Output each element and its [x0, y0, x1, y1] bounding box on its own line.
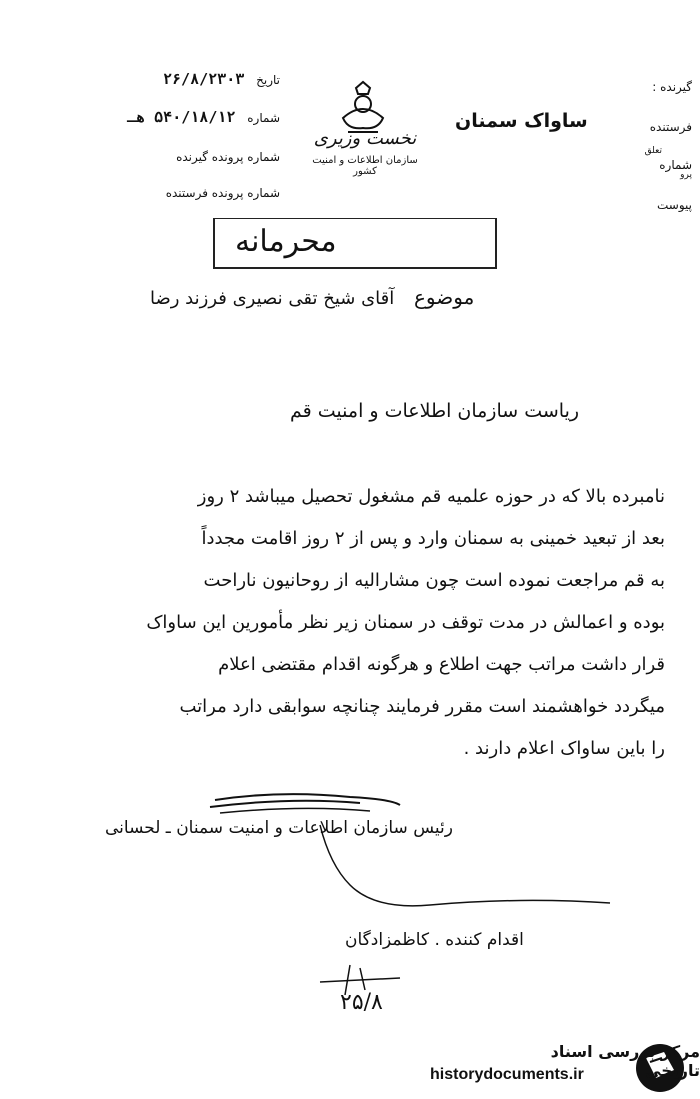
- classification-stamp-text: محرمانه: [235, 224, 337, 259]
- body-line-5: قرار داشت مراتب جهت اطلاع و هرگونه اقدام مقتضی اعلام: [218, 654, 665, 675]
- number-row: [127, 108, 280, 126]
- emblem-caption: [300, 128, 430, 177]
- sender-file-label: شماره پرونده فرستنده: [165, 186, 280, 200]
- subject-line: [150, 285, 474, 309]
- date-label: تاریخ: [256, 73, 280, 87]
- body-line-1: نامبرده بالا که در حوزه علمیه قم مشغول تحصیل میباشد ۲ روز: [197, 486, 665, 507]
- footer-org-name: مرکز بررسی اسناد تاریخی: [550, 1042, 700, 1080]
- belong-label: تعلق: [644, 146, 662, 156]
- recipient-file-label: شماره پرونده گیرنده: [176, 150, 280, 164]
- body-line-4: بوده و اعمالش در مدت توقف در سمنان زیر نظر مأمورین این ساواک: [146, 612, 665, 633]
- emblem-line-2: سازمان اطلاعات و امنیت کشور: [312, 155, 418, 177]
- body-line-6: میگردد خواهشمند است مقرر فرمایند چنانچه سوابقی دارد مراتب: [179, 696, 665, 717]
- recipient-label: گیرنده :: [652, 80, 692, 94]
- number-right-label: شماره: [659, 158, 692, 172]
- action-officer: اقدام کننده . کاظمزادگان: [345, 930, 524, 950]
- footer-url: historydocuments.ir: [430, 1066, 584, 1083]
- emblem-line-1: نخست وزیری: [313, 128, 417, 149]
- archive-date: ۲۵/۸: [340, 990, 383, 1015]
- subject-text: آقای شیخ تقی نصیری فرزند رضا: [150, 288, 395, 309]
- date-row: [163, 70, 280, 88]
- file-small-label: پرو: [680, 170, 692, 180]
- number-value: ۵۴۰/۱۸/۱۲ هـ: [127, 108, 236, 126]
- org-name: ساواک سمنان: [455, 110, 588, 132]
- body-line-3: به قم مراجعت نموده است چون مشارالیه از روحانیون ناراحت: [203, 570, 665, 591]
- signature-line: رئیس سازمان اطلاعات و امنیت سمنان ـ لحسانی: [105, 818, 453, 838]
- number-label: شماره: [247, 111, 280, 125]
- subject-label: موضوع: [414, 285, 475, 309]
- date-value: ۲۶/۸/۲۳۰۳: [163, 70, 245, 88]
- addressee: ریاست سازمان اطلاعات و امنیت قم: [290, 400, 580, 422]
- body-line-7: را باین ساواک اعلام دارند .: [463, 738, 665, 759]
- signature-scribble: [200, 785, 620, 925]
- attachment-label: پیوست: [657, 198, 692, 212]
- sender-label: فرستنده: [649, 120, 692, 134]
- body-line-2: بعد از تبعید خمینی به سمنان وارد و پس از ۲ روز اقامت مجدداً: [201, 528, 665, 549]
